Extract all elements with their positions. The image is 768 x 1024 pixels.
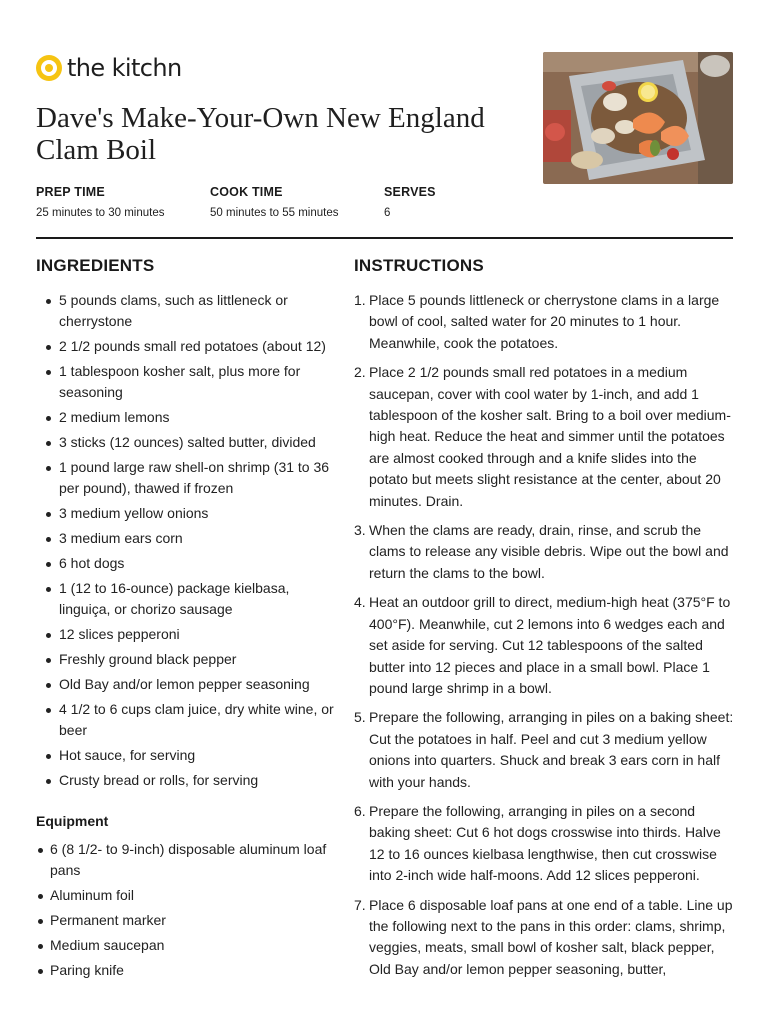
bullet-icon (46, 587, 51, 592)
ingredient-item: Crusty bread or rolls, for serving (36, 770, 341, 791)
equipment-item: 6 (8 1/2- to 9-inch) disposable aluminum loaf pans (36, 839, 341, 881)
brand-name: the kitchn (67, 54, 182, 82)
bullet-icon (46, 466, 51, 471)
instruction-step (354, 707, 734, 793)
instructions-list (354, 290, 734, 988)
ingredient-item: 4 1/2 to 6 cups clam juice, dry white wine, or beer (36, 699, 341, 741)
ingredient-item: 1 pound large raw shell-on shrimp (31 to 36 per pound), thawed if frozen (36, 457, 341, 499)
bullet-icon (46, 512, 51, 517)
step-number: 1. (354, 292, 366, 308)
ingredient-item: 3 medium ears corn (36, 528, 341, 549)
bullet-icon (46, 537, 51, 542)
prep-time-label: PREP TIME (36, 185, 105, 199)
clam-boil-photo-icon (543, 52, 733, 184)
bullet-icon (46, 370, 51, 375)
instruction-step (354, 290, 734, 354)
bullet-icon (46, 754, 51, 759)
kitchn-logo-icon (36, 55, 62, 81)
ingredient-item: 1 tablespoon kosher salt, plus more for seasoning (36, 361, 341, 403)
bullet-icon (46, 441, 51, 446)
step-text: Prepare the following, arranging in piles on a second baking sheet: Cut 6 hot dogs crosswise into thirds. Halve 12 to 16 ounces kielbasa lengthwise, then cut crosswise into 2-inch wide half-moons. Add 12 slices pepperoni. (369, 802, 721, 884)
ingredient-item: 2 1/2 pounds small red potatoes (about 12) (36, 336, 341, 357)
ingredients-list (36, 290, 341, 795)
ingredient-item: Hot sauce, for serving (36, 745, 341, 766)
site-logo[interactable] (36, 53, 182, 83)
step-number: 3. (354, 522, 366, 539)
bullet-icon (46, 416, 51, 421)
ingredient-item: 3 sticks (12 ounces) salted butter, divided (36, 432, 341, 453)
ingredient-item: 3 medium yellow onions (36, 503, 341, 524)
equipment-item: Aluminum foil (36, 885, 341, 906)
step-number: 7. (354, 896, 366, 913)
bullet-icon (38, 894, 43, 899)
bullet-icon (38, 944, 43, 949)
bullet-icon (46, 345, 51, 350)
bullet-icon (38, 848, 43, 853)
step-number: 2. (354, 364, 366, 381)
bullet-icon (38, 919, 43, 924)
ingredient-item: Old Bay and/or lemon pepper seasoning (36, 674, 341, 695)
ingredient-item: 6 hot dogs (36, 553, 341, 574)
step-number: 6. (354, 802, 366, 819)
step-number: 4. (354, 594, 366, 611)
instructions-heading: INSTRUCTIONS (354, 256, 484, 275)
serves-label: SERVES (384, 185, 436, 199)
serves-value: 6 (384, 207, 391, 219)
ingredient-item: 12 slices pepperoni (36, 624, 341, 645)
cook-time-value: 50 minutes to 55 minutes (210, 207, 339, 219)
ingredients-heading: INGREDIENTS (36, 256, 155, 275)
bullet-icon (46, 708, 51, 713)
bullet-icon (46, 562, 51, 567)
ingredient-item: Freshly ground black pepper (36, 649, 341, 670)
step-text: When the clams are ready, drain, rinse, and scrub the clams to release any visible debris. Wipe out the bowl and return the clams to the bowl. (369, 522, 729, 581)
cook-time-label: COOK TIME (210, 185, 283, 199)
instruction-step (354, 362, 734, 512)
instruction-step (354, 895, 734, 981)
step-text: Place 2 1/2 pounds small red potatoes in a medium saucepan, cover with cool water by 1-inch, and add 1 tablespoon of the kosher salt. Bring to a boil over medium-high heat. Reduce the heat and simmer until the potatoes are almost cooked through and a knife slides into the potato but meets slight resistance at the center, about 20 minutes. Drain. (369, 364, 731, 509)
instruction-step (354, 801, 734, 887)
prep-time-value: 25 minutes to 30 minutes (36, 207, 165, 219)
ingredient-item: 5 pounds clams, such as littleneck or cherrystone (36, 290, 341, 332)
cook-time (210, 185, 339, 220)
bullet-icon (38, 969, 43, 974)
serves (384, 185, 436, 220)
bullet-icon (46, 683, 51, 688)
ingredient-item: 2 medium lemons (36, 407, 341, 428)
prep-time (36, 185, 165, 220)
step-text: Heat an outdoor grill to direct, medium-high heat (375°F to 400°F). Meanwhile, cut 2 lemons into 6 wedges each and set aside for serving. Cut 12 tablespoons of the salted butter into 12 pieces and place in a small bowl. Place 1 pound large shrimp in a bowl. (369, 594, 731, 696)
instruction-step (354, 520, 734, 584)
ingredient-item: 1 (12 to 16-ounce) package kielbasa, linguiça, or chorizo sausage (36, 578, 341, 620)
bullet-icon (46, 633, 51, 638)
step-text: Prepare the following, arranging in piles on a baking sheet: Cut the potatoes in half. Peel and cut 3 medium yellow onions into quarters. Shuck and break 3 ears corn in half with your hands. (369, 709, 734, 790)
divider (36, 237, 733, 239)
equipment-item: Medium saucepan (36, 935, 341, 956)
step-number: 5. (354, 709, 366, 726)
recipe-hero-image (543, 52, 733, 184)
step-text: Place 5 pounds littleneck or cherrystone clams in a large bowl of cool, salted water for 20 minutes to 1 hour. Meanwhile, cook the potatoes. (369, 292, 720, 351)
equipment-item: Permanent marker (36, 910, 341, 931)
bullet-icon (46, 658, 51, 663)
equipment-heading: Equipment (36, 813, 109, 829)
bullet-icon (46, 779, 51, 784)
bullet-icon (46, 299, 51, 304)
equipment-list (36, 839, 341, 985)
instruction-step (354, 592, 734, 699)
step-text: Place 6 disposable loaf pans at one end of a table. Line up the following next to the pans in this order: clams, shrimp, veggies, meats, small bowl of kosher salt, black pepper, Old Bay and/or lemon pepper seasoning, butter, (369, 896, 733, 977)
recipe-title: Dave's Make-Your-Own New England Clam Boil (36, 102, 485, 166)
equipment-item: Paring knife (36, 960, 341, 981)
